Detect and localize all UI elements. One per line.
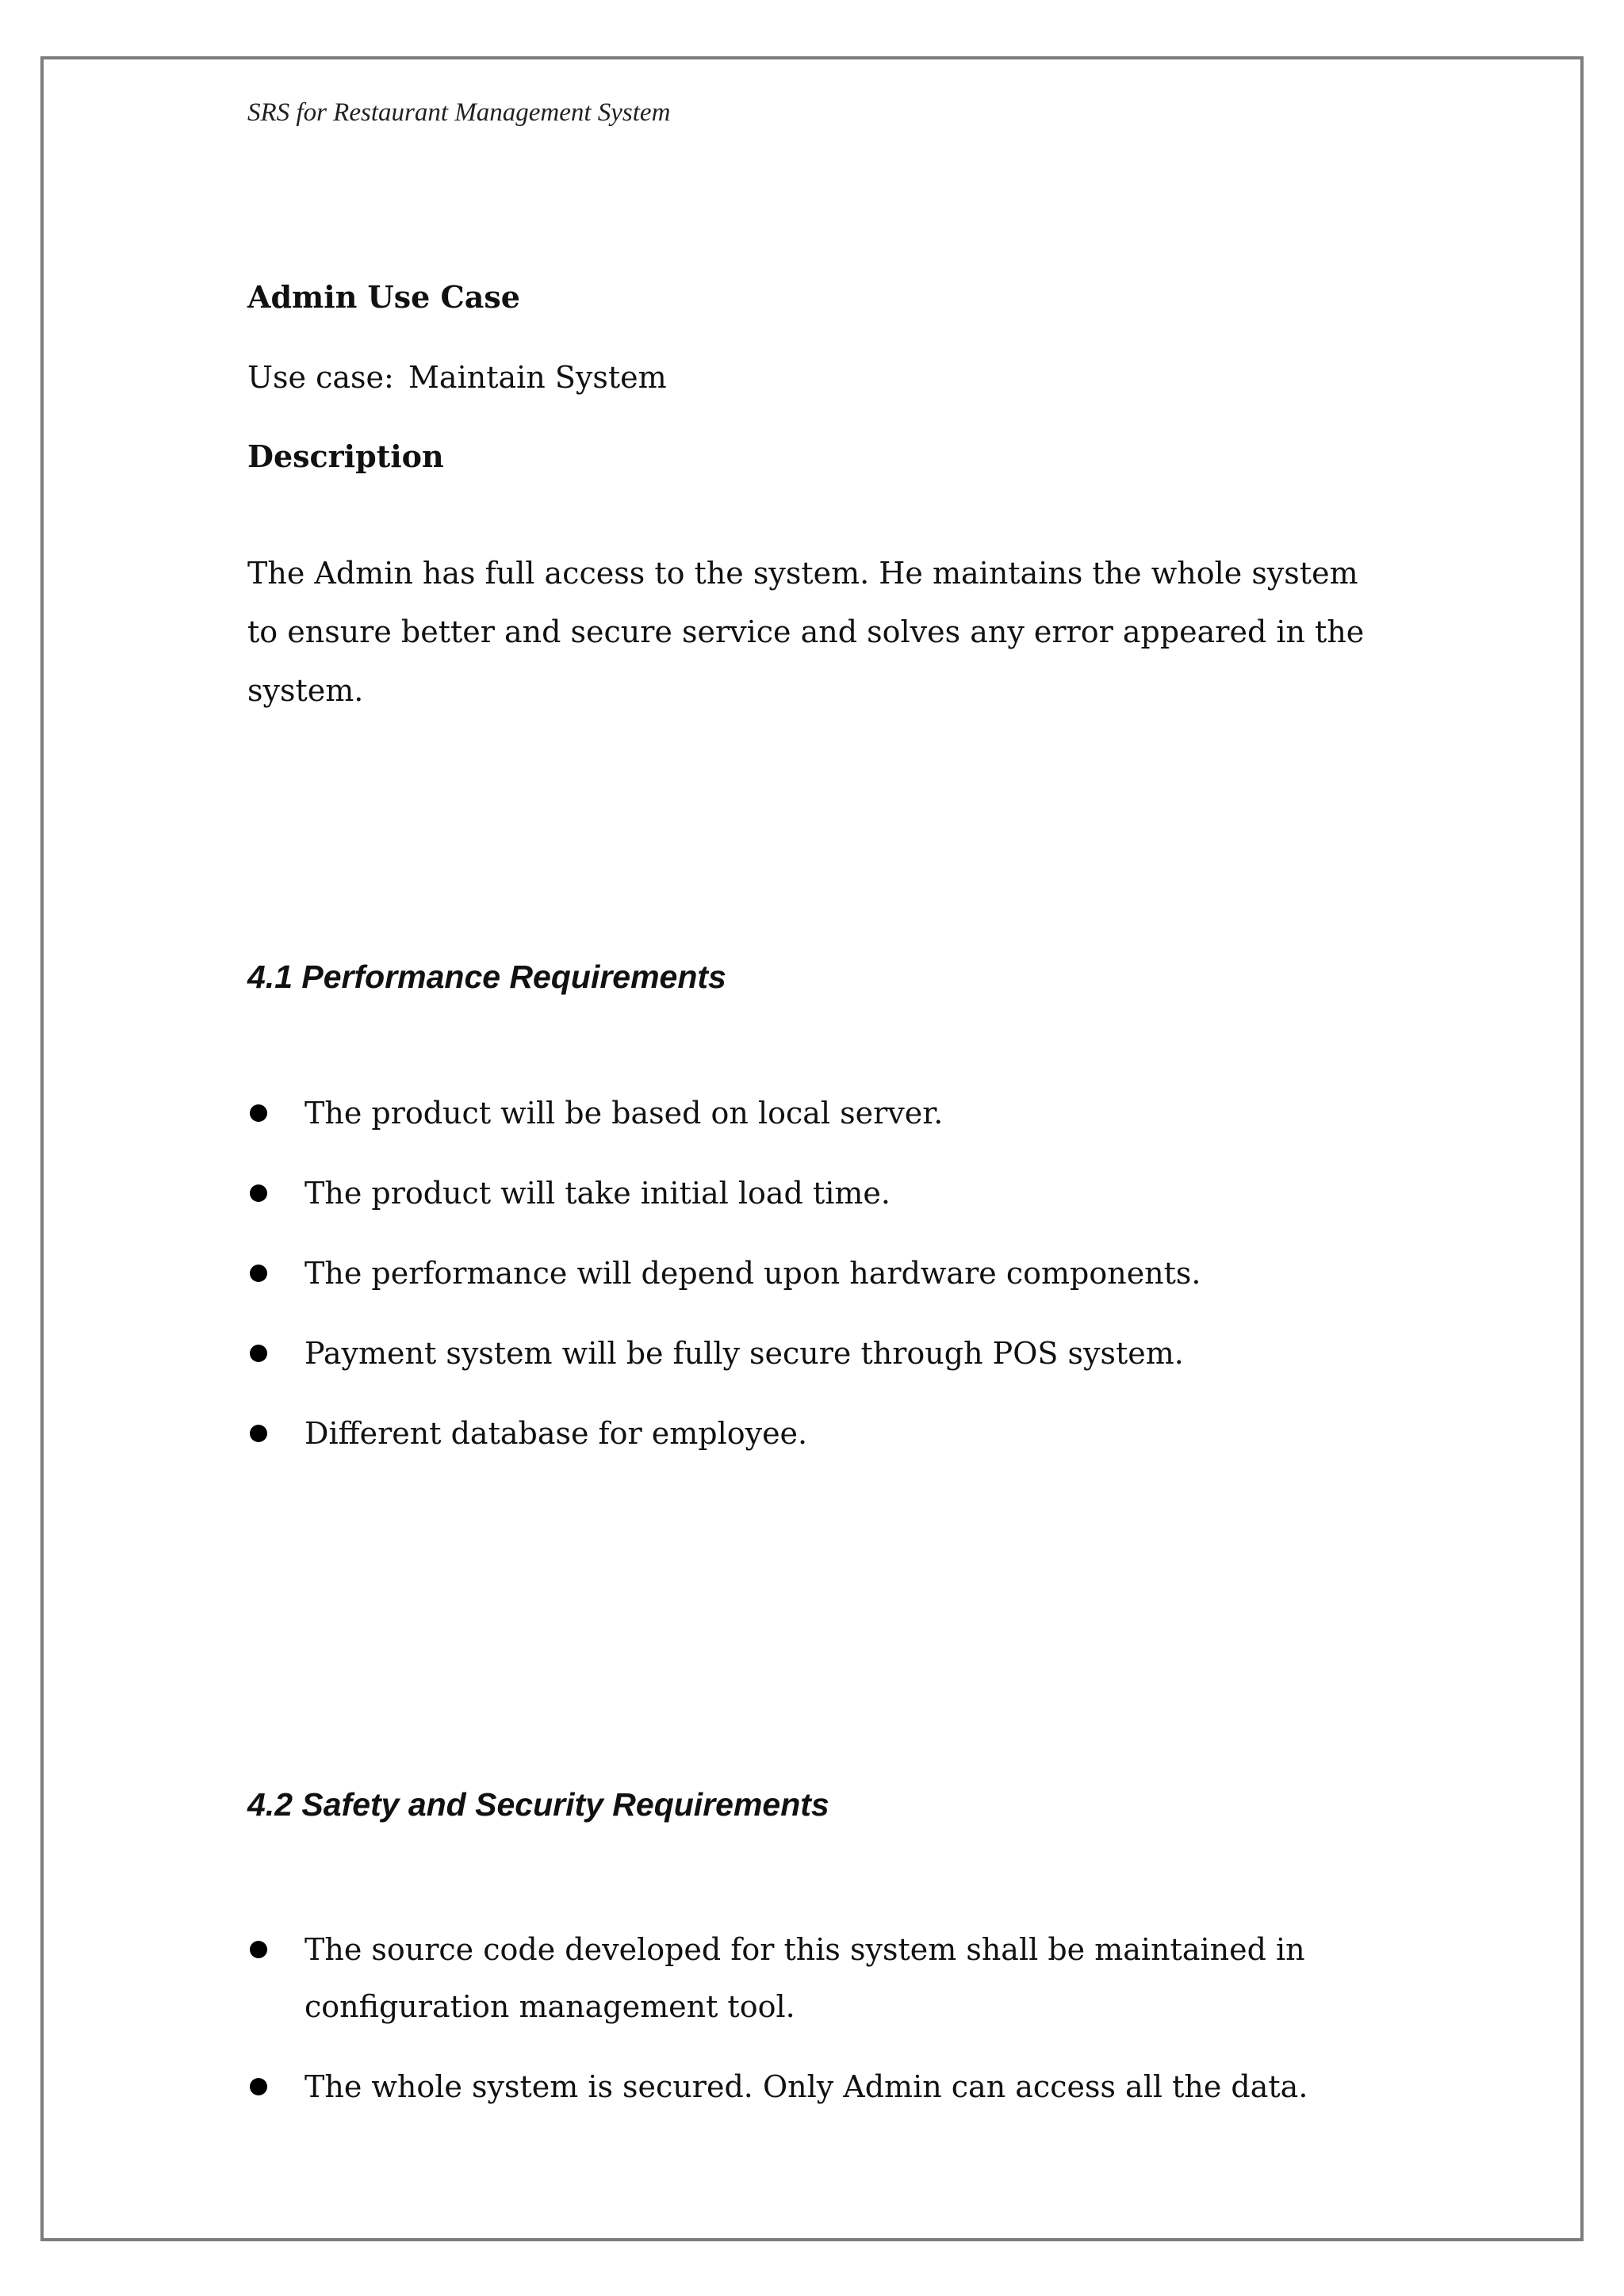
bullet-icon xyxy=(250,1265,267,1282)
list-item xyxy=(247,1085,1397,1142)
list-item xyxy=(247,1165,1397,1222)
performance-list xyxy=(247,1085,1397,1485)
description-heading: Description xyxy=(247,438,444,474)
list-item-text: The performance will depend upon hardware components. xyxy=(304,1256,1201,1291)
safety-list xyxy=(247,1921,1397,2138)
performance-heading: 4.1 Performance Requirements xyxy=(247,959,726,995)
bullet-icon xyxy=(250,1184,267,1202)
list-item xyxy=(247,1325,1397,1382)
list-item-text: Payment system will be fully secure through POS system. xyxy=(304,1336,1184,1371)
bullet-icon xyxy=(250,1941,267,1958)
list-item xyxy=(247,1405,1397,1462)
list-item xyxy=(247,1245,1397,1302)
bullet-icon xyxy=(250,1104,267,1122)
list-item xyxy=(247,1921,1397,2035)
bullet-icon xyxy=(250,1425,267,1442)
list-item-text: The product will be based on local server. xyxy=(304,1096,944,1131)
list-item-text: The whole system is secured. Only Admin can access all the data. xyxy=(304,2069,1308,2104)
list-item-text: Different database for employee. xyxy=(304,1416,808,1451)
bullet-icon xyxy=(250,2078,267,2095)
use-case-value: Maintain System xyxy=(408,360,667,395)
safety-heading: 4.2 Safety and Security Requirements xyxy=(247,1786,829,1823)
use-case-label: Use case: xyxy=(247,360,394,395)
admin-use-case-heading: Admin Use Case xyxy=(247,279,520,315)
running-header: SRS for Restaurant Management System xyxy=(247,98,671,127)
list-item-text: The product will take initial load time. xyxy=(304,1176,891,1211)
list-item-text: The source code developed for this system shall be maintained in configuration management tool. xyxy=(304,1932,1305,2024)
description-paragraph: The Admin has full access to the system. He maintains the whole system to ensure better and secure service and solves any error appeared in the system. xyxy=(247,556,1365,708)
bullet-icon xyxy=(250,1345,267,1362)
list-item xyxy=(247,2058,1397,2115)
